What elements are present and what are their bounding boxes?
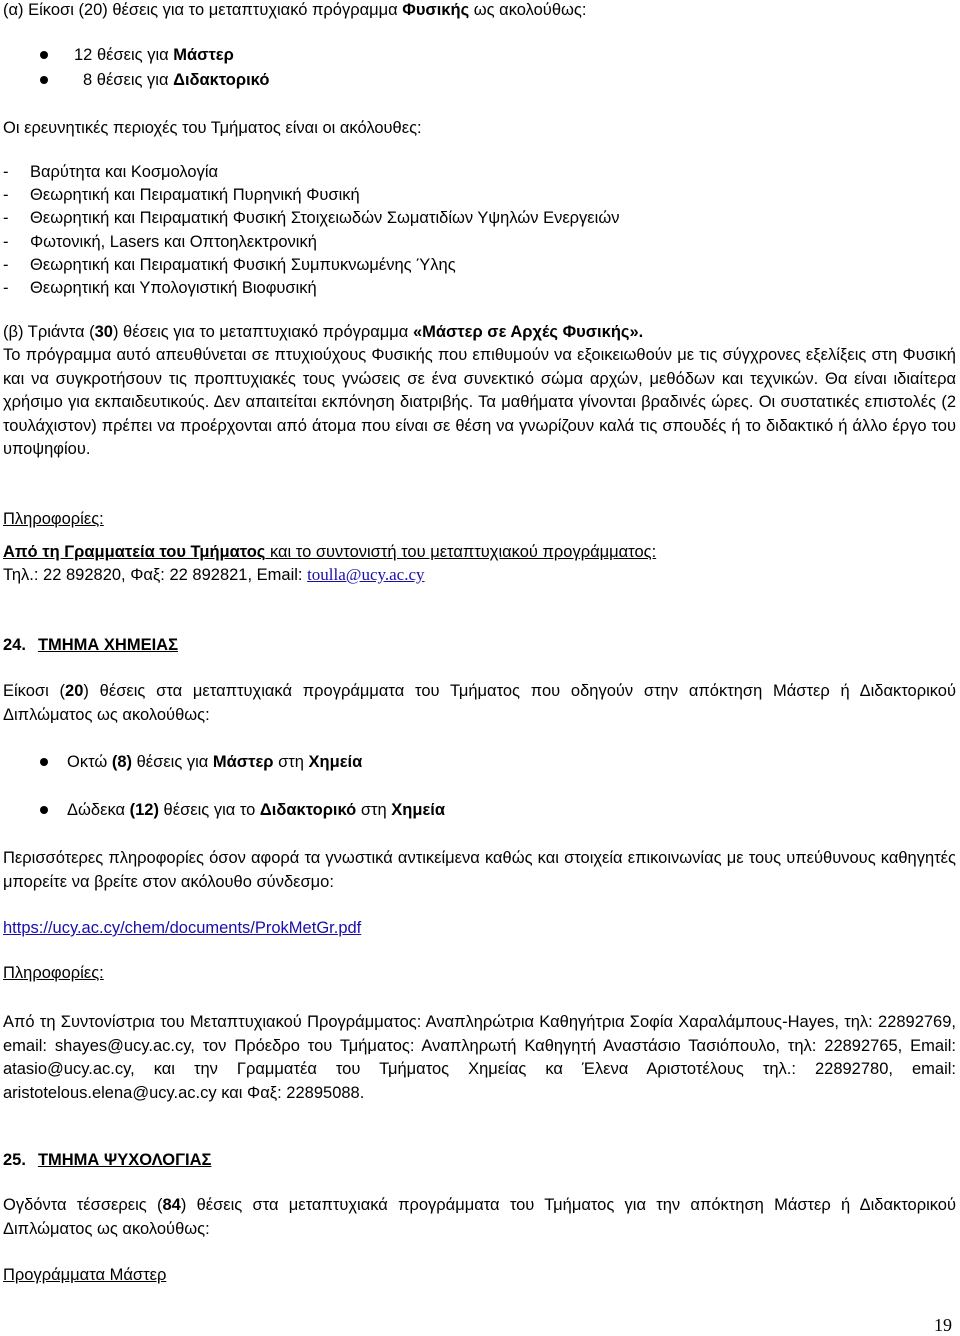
- chemistry-bullet-master: [67, 752, 362, 772]
- areas-heading: Οι ερευνητικές περιοχές του Τμήματος είναι οι ακόλουθες:: [3, 119, 422, 137]
- bullet-icon: [40, 51, 48, 59]
- area-item: - Θεωρητική και Πειραματική Φυσική Στοιχειωδών Σωματιδίων Υψηλών Ενεργειών: [3, 209, 620, 227]
- psychology-intro: [3, 1194, 956, 1241]
- intro-b: ) θέσεις στα μεταπτυχιακά προγράμματα του Τμήματος για την απόκτηση Μάστερ ή Διδακτορικού Διπλώματος ως ακολούθως:: [3, 1196, 956, 1238]
- seat-text: θέσεις για: [92, 71, 174, 89]
- chemistry-more-info: Περισσότερες πληροφορίες όσον αφορά τα γνωστικά αντικείμενα καθώς και στοιχεία επικοινωνίας με τους υπεύθυνους καθηγητές μπορείτε να βρείτε στον ακόλουθο σύνδεσμο:: [3, 849, 956, 891]
- bullet-a: Δώδεκα: [67, 801, 130, 819]
- physics-phone-line: [3, 565, 425, 585]
- bullet-subject: Χημεία: [308, 753, 363, 771]
- bullet-b: θέσεις για: [132, 753, 213, 771]
- chemistry-heading: [3, 635, 178, 655]
- area-label: Φωτονική, Lasers και Οπτοηλεκτρονική: [30, 233, 317, 251]
- intro-a: Είκοσι (: [3, 682, 66, 700]
- phone-fax: Τηλ.: 22 892820, Φαξ: 22 892821, Email:: [3, 566, 308, 584]
- seat-count: 8: [83, 71, 93, 89]
- physics-info-label: Πληροφορίες:: [3, 510, 104, 528]
- email-link[interactable]: toulla@ucy.ac.cy: [307, 565, 425, 584]
- chemistry-contact: Από τη Συντονίστρια του Μεταπτυχιακού Προγράμματος: Αναπληρώτρια Καθηγήτρια Σοφία Χαραλάμπους-Hayes, τηλ: 22892769, email: shayes@ucy.ac.cy, τον Πρόεδρο του Τμήματος: Αναπληρωτή Καθηγητή Αναστάσιο Τασιόπουλο, τηλ: 22892765, Email: atasio@ucy.ac.cy, και την Γραμματέα του Τμήματος Χημείας κα Έλενα Αριστοτέλους τηλ.: 22892780, email: aristotelous.elena@ucy.ac.cy και Φαξ: 22895088.: [3, 1013, 956, 1102]
- section-number: 25.: [3, 1151, 26, 1169]
- area-item: - Θεωρητική και Υπολογιστική Βιοφυσική: [3, 279, 317, 297]
- seat-program: Μάστερ: [173, 46, 234, 64]
- area-item: - Φωτονική, Lasers και Οπτοηλεκτρονική: [3, 233, 317, 251]
- bullet-b: θέσεις για το: [158, 801, 260, 819]
- beta-program: «Μάστερ σε Αρχές Φυσικής».: [412, 323, 644, 341]
- page-number: 19: [934, 1315, 952, 1335]
- seat-count: 12: [74, 46, 93, 64]
- intro-b: ) θέσεις στα μεταπτυχιακά προγράμματα του Τμήματος που οδηγούν στην απόκτηση Μάστερ ή Διδακτορικού Διπλώματος ως ακολούθως:: [3, 682, 956, 724]
- chemistry-documents-link[interactable]: https://ucy.ac.cy/chem/documents/ProkMetGr.pdf: [3, 919, 362, 937]
- chemistry-bullet-phd: [67, 800, 445, 820]
- bullet-c: στη: [273, 753, 309, 771]
- physics-intro-text: (α) Είκοσι (20) θέσεις για το μεταπτυχιακό πρόγραμμα: [3, 1, 403, 19]
- area-label: Βαρύτητα και Κοσμολογία: [30, 163, 219, 181]
- seat-text: θέσεις για: [92, 46, 174, 64]
- area-item: - Βαρύτητα και Κοσμολογία: [3, 163, 219, 181]
- intro-a: Ογδόντα τέσσερεις (: [3, 1196, 163, 1214]
- area-label: Θεωρητική και Υπολογιστική Βιοφυσική: [30, 279, 317, 297]
- contact-office: Από τη Γραμματεία του Τμήματος: [3, 543, 266, 561]
- section-title: ΤΜΗΜΑ ΧΗΜΕΙΑΣ: [37, 636, 178, 654]
- bullet-count: (8): [111, 753, 133, 771]
- bullet-subject: Χημεία: [391, 801, 446, 819]
- bullet-program: Μάστερ: [212, 753, 274, 771]
- physics-seat-master: [74, 45, 234, 65]
- bullet-c: στη: [356, 801, 392, 819]
- seat-program: Διδακτορικό: [173, 71, 270, 89]
- contact-rest: και το συντονιστή του μεταπτυχιακού προγράμματος:: [265, 543, 657, 561]
- beta-body: Το πρόγραμμα αυτό απευθύνεται σε πτυχιούχους Φυσικής που επιθυμούν να εξοικειωθούν με τις σύγχρονες εξελίξεις στη Φυσική και να συγκροτήσουν τις προπτυχιακές τους γνώσεις σε ένα συνεκτικό σώμα αρχών, μεθόδων και τεχνικών. Θα είναι ιδιαίτερα χρήσιμο για εκπαιδευτικούς. Δεν απαιτείται εκπόνηση διατριβής. Τα μαθήματα γίνονται βραδινές ώρες. Οι συστατικές επιστολές (2 τουλάχιστον) πρέπει να προέρχονται από άτομα που είναι σε θέση να γνωρίζουν καλά τις σπουδές ή το διδακτικό ή άλλο έργο του υποψηφίου.: [3, 346, 956, 458]
- bullet-program: Διδακτορικό: [259, 801, 357, 819]
- chemistry-intro: [3, 680, 956, 727]
- beta-prefix: (β) Τριάντα (: [3, 323, 95, 341]
- psychology-programs-label: Προγράμματα Μάστερ: [3, 1266, 167, 1284]
- physics-intro-bold: Φυσικής: [402, 1, 470, 19]
- beta-mid: ) θέσεις για το μεταπτυχιακό πρόγραμμα: [112, 323, 413, 341]
- physics-intro-suffix: ως ακολούθως:: [469, 1, 587, 19]
- bullet-icon: [40, 76, 48, 84]
- intro-count: 20: [65, 682, 84, 700]
- psychology-heading: [3, 1150, 211, 1170]
- area-label: Θεωρητική και Πειραματική Φυσική Συμπυκνωμένης Ύλης: [30, 256, 456, 274]
- area-item: - Θεωρητική και Πειραματική Φυσική Συμπυκνωμένης Ύλης: [3, 256, 456, 274]
- bullet-icon: [40, 806, 48, 814]
- bullet-count: (12): [129, 801, 159, 819]
- section-number: 24.: [3, 636, 26, 654]
- chemistry-info-label: Πληροφορίες:: [3, 964, 104, 982]
- beta-count: 30: [94, 323, 113, 341]
- area-label: Θεωρητική και Πειραματική Πυρηνική Φυσική: [30, 186, 360, 204]
- area-item: - Θεωρητική και Πειραματική Πυρηνική Φυσική: [3, 186, 360, 204]
- area-label: Θεωρητική και Πειραματική Φυσική Στοιχειωδών Σωματιδίων Υψηλών Ενεργειών: [30, 209, 620, 227]
- physics-contact: [3, 542, 656, 562]
- physics-seat-phd: [83, 70, 269, 90]
- beta-heading: [3, 322, 643, 342]
- bullet-a: Οκτώ: [67, 753, 112, 771]
- intro-count: 84: [162, 1196, 181, 1214]
- bullet-icon: [40, 758, 48, 766]
- section-title: ΤΜΗΜΑ ΨΥΧΟΛΟΓΙΑΣ: [37, 1151, 212, 1169]
- physics-intro: [3, 0, 586, 20]
